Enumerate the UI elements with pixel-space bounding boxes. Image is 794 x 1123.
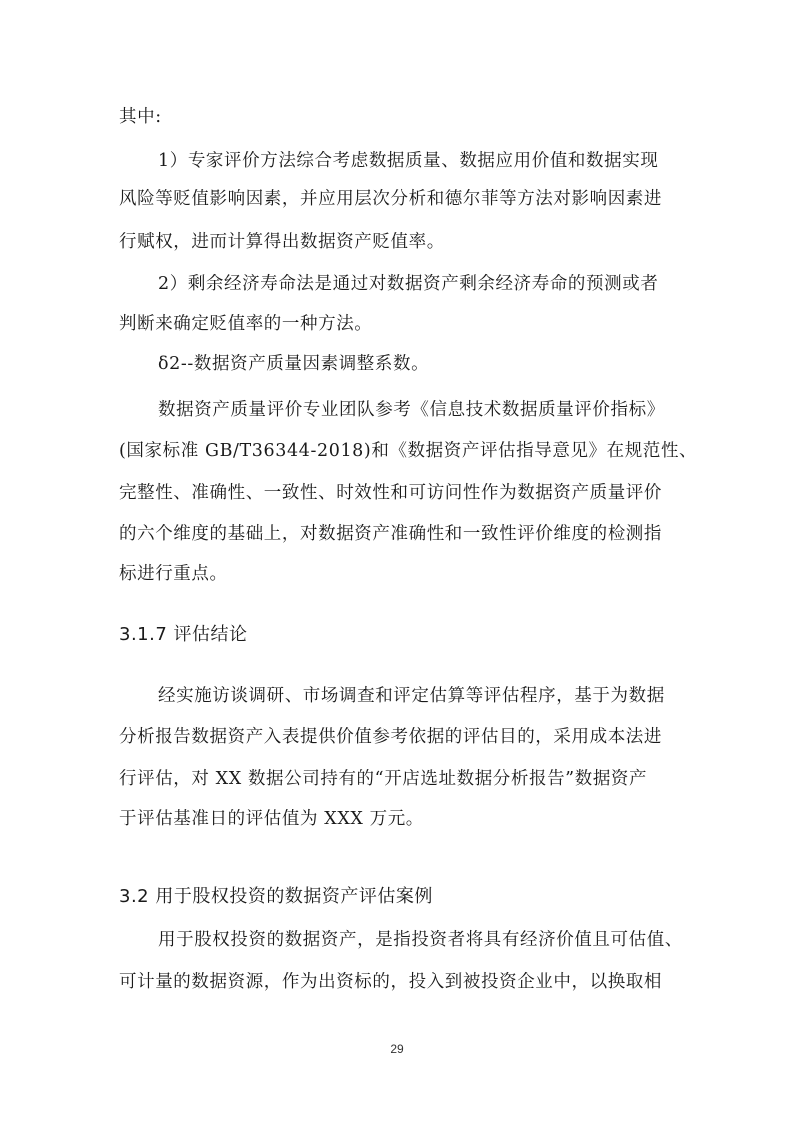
- paragraph-line: 数据资产质量评价专业团队参考《信息技术数据质量评价指标》: [158, 400, 665, 420]
- paragraph-line: 经实施访谈调研、市场调查和评定估算等评估程序，基于为数据: [158, 686, 665, 706]
- section-heading-3-2: 3.2 用于股权投资的数据资产评估案例: [119, 886, 433, 907]
- paragraph-line: 分析报告数据资产入表提供价值参考依据的评估目的，采用成本法进: [119, 727, 662, 747]
- paragraph-line: δ2--数据资产质量因素调整系数。: [158, 354, 430, 374]
- paragraph-line: 于评估基准日的评估值为 XXX 万元。: [119, 809, 424, 829]
- paragraph-line: 完整性、准确性、一致性、时效性和可访问性作为数据资产质量评价: [119, 483, 662, 503]
- paragraph-line: 风险等贬值影响因素，并应用层次分析和德尔菲等方法对影响因素进: [119, 189, 662, 209]
- page-number: 29: [390, 1042, 404, 1056]
- paragraph-line: 2）剩余经济寿命法是通过对数据资产剩余经济寿命的预测或者: [158, 274, 659, 294]
- paragraph-line: 1）专家评价方法综合考虑数据质量、数据应用价值和数据实现: [158, 151, 659, 171]
- paragraph-line: 的六个维度的基础上，对数据资产准确性和一致性评价维度的检测指: [119, 524, 662, 544]
- paragraph-line: 其中:: [119, 107, 162, 127]
- paragraph-line: 行赋权，进而计算得出数据资产贬值率。: [119, 232, 445, 252]
- paragraph-line: 可计量的数据资源，作为出资标的，投入到被投资企业中，以换取相: [119, 972, 662, 992]
- paragraph-line: 判断来确定贬值率的一种方法。: [119, 314, 373, 334]
- paragraph-line: 行评估，对 XX 数据公司持有的“开店选址数据分析报告”数据资产: [119, 769, 648, 789]
- paragraph-line: 标进行重点。: [119, 564, 228, 584]
- section-heading-3-1-7: 3.1.7 评估结论: [119, 624, 248, 645]
- paragraph-line: 用于股权投资的数据资产，是指投资者将具有经济价值且可估值、: [158, 930, 683, 950]
- paragraph-line: (国家标准 GB/T36344-2018)和《数据资产评估指导意见》在规范性、: [119, 441, 698, 461]
